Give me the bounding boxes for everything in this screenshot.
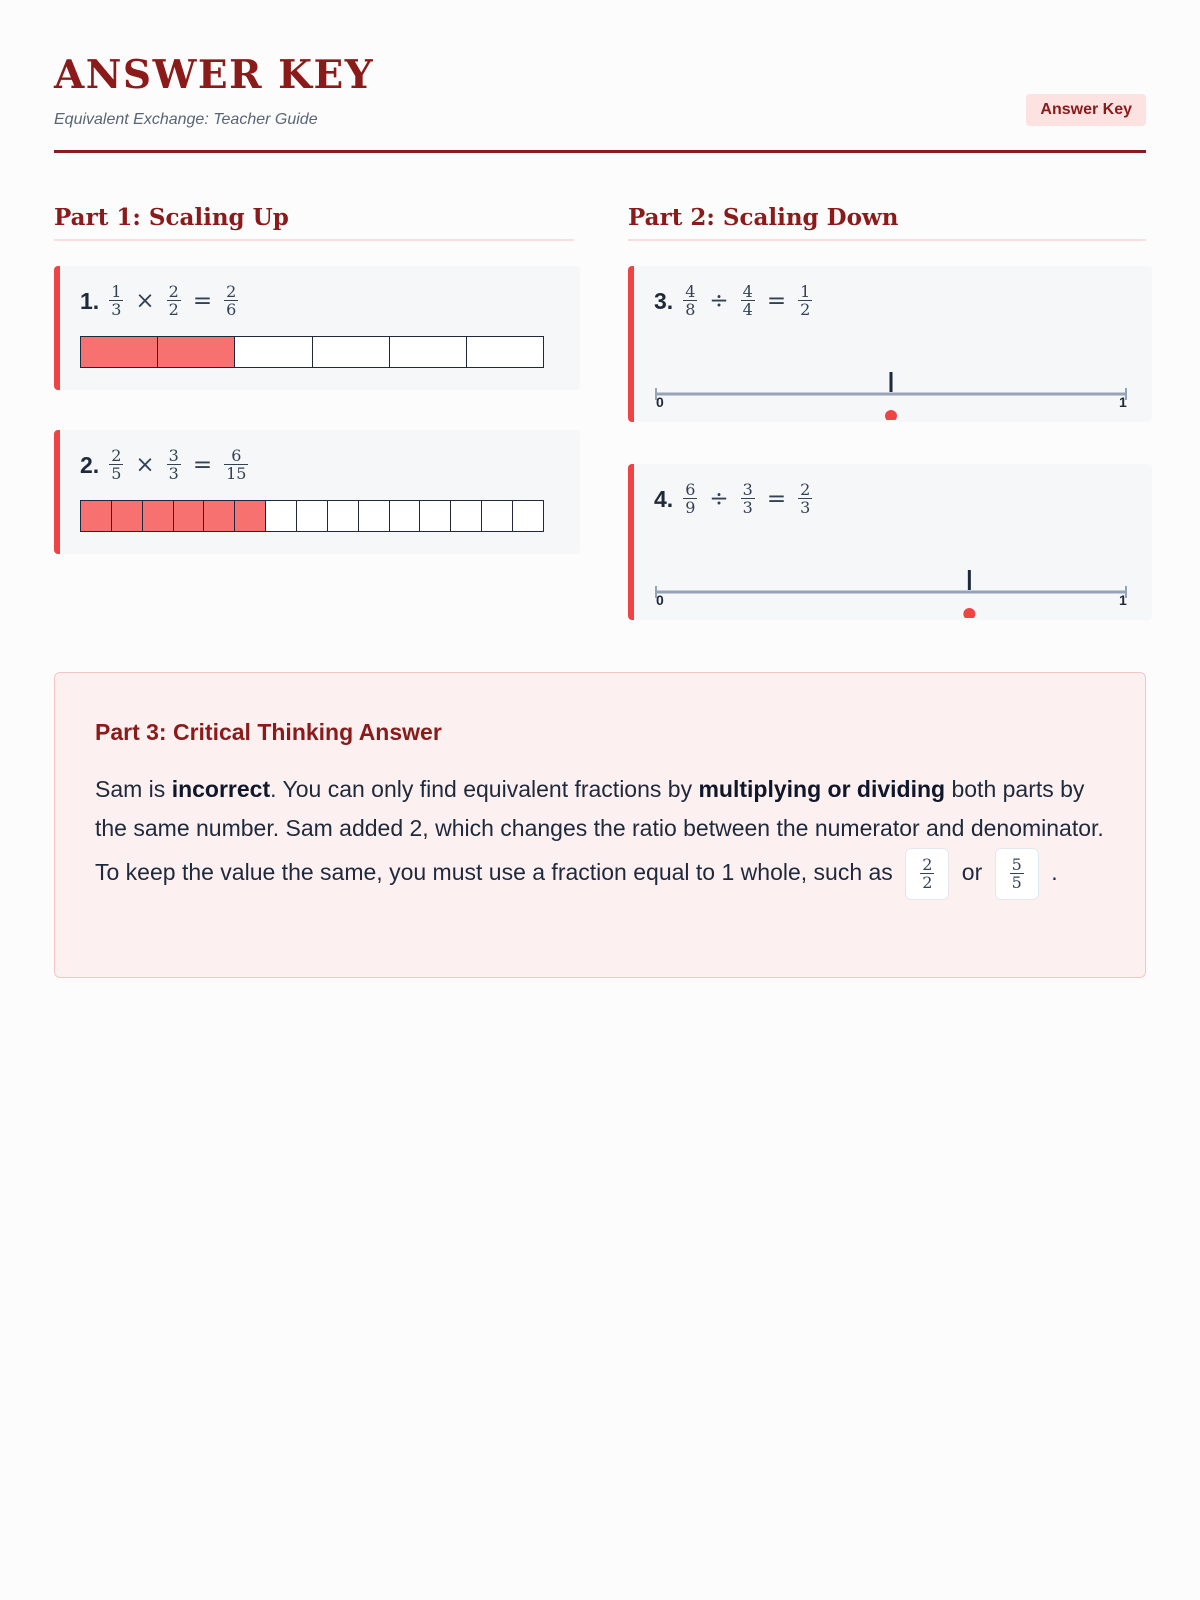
part1-title: Part 1: Scaling Up: [54, 204, 574, 241]
answer-text-4: or: [955, 859, 989, 886]
problem-number: 3.: [654, 287, 674, 314]
fraction-result: [798, 482, 812, 516]
bar-cell-filled: [81, 501, 112, 531]
equation-1: [80, 284, 240, 318]
bar-cell-empty: [482, 501, 513, 531]
denominator: 6: [226, 300, 237, 319]
example-fraction: [920, 857, 934, 891]
answer-emphasis-method: multiplying or dividing: [698, 776, 946, 802]
fraction-b: [167, 448, 181, 482]
numerator: 3: [742, 480, 753, 499]
numerator: 2: [111, 446, 122, 465]
denominator: 9: [685, 498, 696, 517]
example-fraction: [1010, 857, 1024, 891]
answer-emphasis-incorrect: incorrect: [171, 776, 271, 802]
denominator: 15: [226, 464, 247, 483]
numerator: 3: [168, 446, 179, 465]
problem-card-4: [628, 464, 1152, 620]
numerator: 2: [168, 282, 179, 301]
fraction-a: [109, 448, 123, 482]
denominator: 5: [1011, 873, 1022, 892]
denominator: 5: [111, 464, 122, 483]
answer-marker: [885, 410, 897, 420]
equation-3: [654, 284, 814, 318]
bar-cell-empty: [451, 501, 482, 531]
denominator: 3: [800, 498, 811, 517]
bar-cell-empty: [390, 337, 467, 367]
bar-cell-filled: [81, 337, 158, 367]
fraction-result: [224, 284, 238, 318]
bar-cell-empty: [266, 501, 297, 531]
answer-text-1: Sam is: [95, 776, 172, 802]
denominator: 8: [685, 300, 696, 319]
bar-cell-filled: [158, 337, 235, 367]
numerator: 1: [111, 282, 122, 301]
bar-cell-empty: [328, 501, 359, 531]
denominator: 2: [800, 300, 811, 319]
numerator: 2: [226, 282, 237, 301]
critical-thinking-answer: [95, 770, 1105, 900]
fraction-result: [798, 284, 812, 318]
fraction-bar: [80, 336, 544, 368]
number-line: [654, 570, 1128, 618]
answer-marker: [963, 608, 975, 618]
problem-card-3: [628, 266, 1152, 422]
answer-text-5: .: [1044, 859, 1058, 886]
numerator: 2: [800, 480, 811, 499]
bar-cell-filled: [143, 501, 174, 531]
part3-title: Part 3: Critical Thinking Answer: [95, 719, 442, 745]
page-title: ANSWER KEY: [54, 52, 375, 98]
bar-cell-empty: [513, 501, 543, 531]
axis-end-label: 1: [1119, 394, 1127, 410]
numerator: 6: [231, 446, 242, 465]
problem-number: 1.: [80, 287, 100, 314]
axis-start-label: 0: [656, 394, 664, 410]
numerator: 4: [742, 282, 753, 301]
denominator: 3: [111, 300, 122, 319]
equation-2: [80, 448, 250, 482]
fraction-b: [741, 284, 755, 318]
bar-cell-empty: [467, 337, 543, 367]
equation-4: [654, 482, 814, 516]
bar-cell-empty: [297, 501, 328, 531]
problem-card-1: [54, 266, 580, 390]
numerator: 5: [1011, 855, 1022, 874]
answer-text-2: . You can only find equivalent fractions by: [270, 776, 699, 802]
bar-cell-empty: [235, 337, 312, 367]
part2-title: Part 2: Scaling Down: [628, 204, 1146, 241]
bar-cell-filled: [235, 501, 266, 531]
problem-number: 2.: [80, 451, 100, 478]
numerator: 1: [800, 282, 811, 301]
fraction-b: [167, 284, 181, 318]
equals-sign: =: [192, 452, 213, 478]
bar-cell-empty: [359, 501, 390, 531]
number-line: [654, 372, 1128, 420]
fraction-a: [683, 284, 697, 318]
fraction-a: [109, 284, 123, 318]
operator: ÷: [709, 288, 729, 314]
equals-sign: =: [192, 288, 213, 314]
bar-cell-filled: [174, 501, 205, 531]
axis-start-label: 0: [656, 592, 664, 608]
page-subtitle: Equivalent Exchange: Teacher Guide: [54, 111, 318, 128]
bar-cell-empty: [390, 501, 421, 531]
fraction-result: [224, 448, 248, 482]
numerator: 2: [922, 855, 933, 874]
denominator: 2: [922, 873, 933, 892]
denominator: 3: [742, 498, 753, 517]
example-fraction-chip: [995, 848, 1039, 900]
fraction-b: [741, 482, 755, 516]
operator: ×: [135, 288, 155, 314]
page-header: [54, 52, 1146, 153]
problem-card-2: [54, 430, 580, 554]
example-fraction-chip: [905, 848, 949, 900]
fraction-bar: [80, 500, 544, 532]
answer-text-3: both parts by the same number. Sam added 2, which changes the ratio between the numerator and denominator. To keep the value the same, you must use a fraction equal to 1 whole, such as: [95, 776, 1104, 886]
answer-key-badge: Answer Key: [1026, 94, 1146, 126]
denominator: 3: [168, 464, 179, 483]
bar-cell-filled: [204, 501, 235, 531]
bar-cell-filled: [112, 501, 143, 531]
critical-thinking-box: [54, 672, 1146, 978]
operator: ×: [135, 452, 155, 478]
problem-number: 4.: [654, 485, 674, 512]
numerator: 4: [685, 282, 696, 301]
axis-end-label: 1: [1119, 592, 1127, 608]
numerator: 6: [685, 480, 696, 499]
fraction-a: [683, 482, 697, 516]
denominator: 2: [168, 300, 179, 319]
denominator: 4: [742, 300, 753, 319]
equals-sign: =: [766, 288, 787, 314]
operator: ÷: [709, 486, 729, 512]
bar-cell-empty: [313, 337, 390, 367]
bar-cell-empty: [420, 501, 451, 531]
equals-sign: =: [766, 486, 787, 512]
